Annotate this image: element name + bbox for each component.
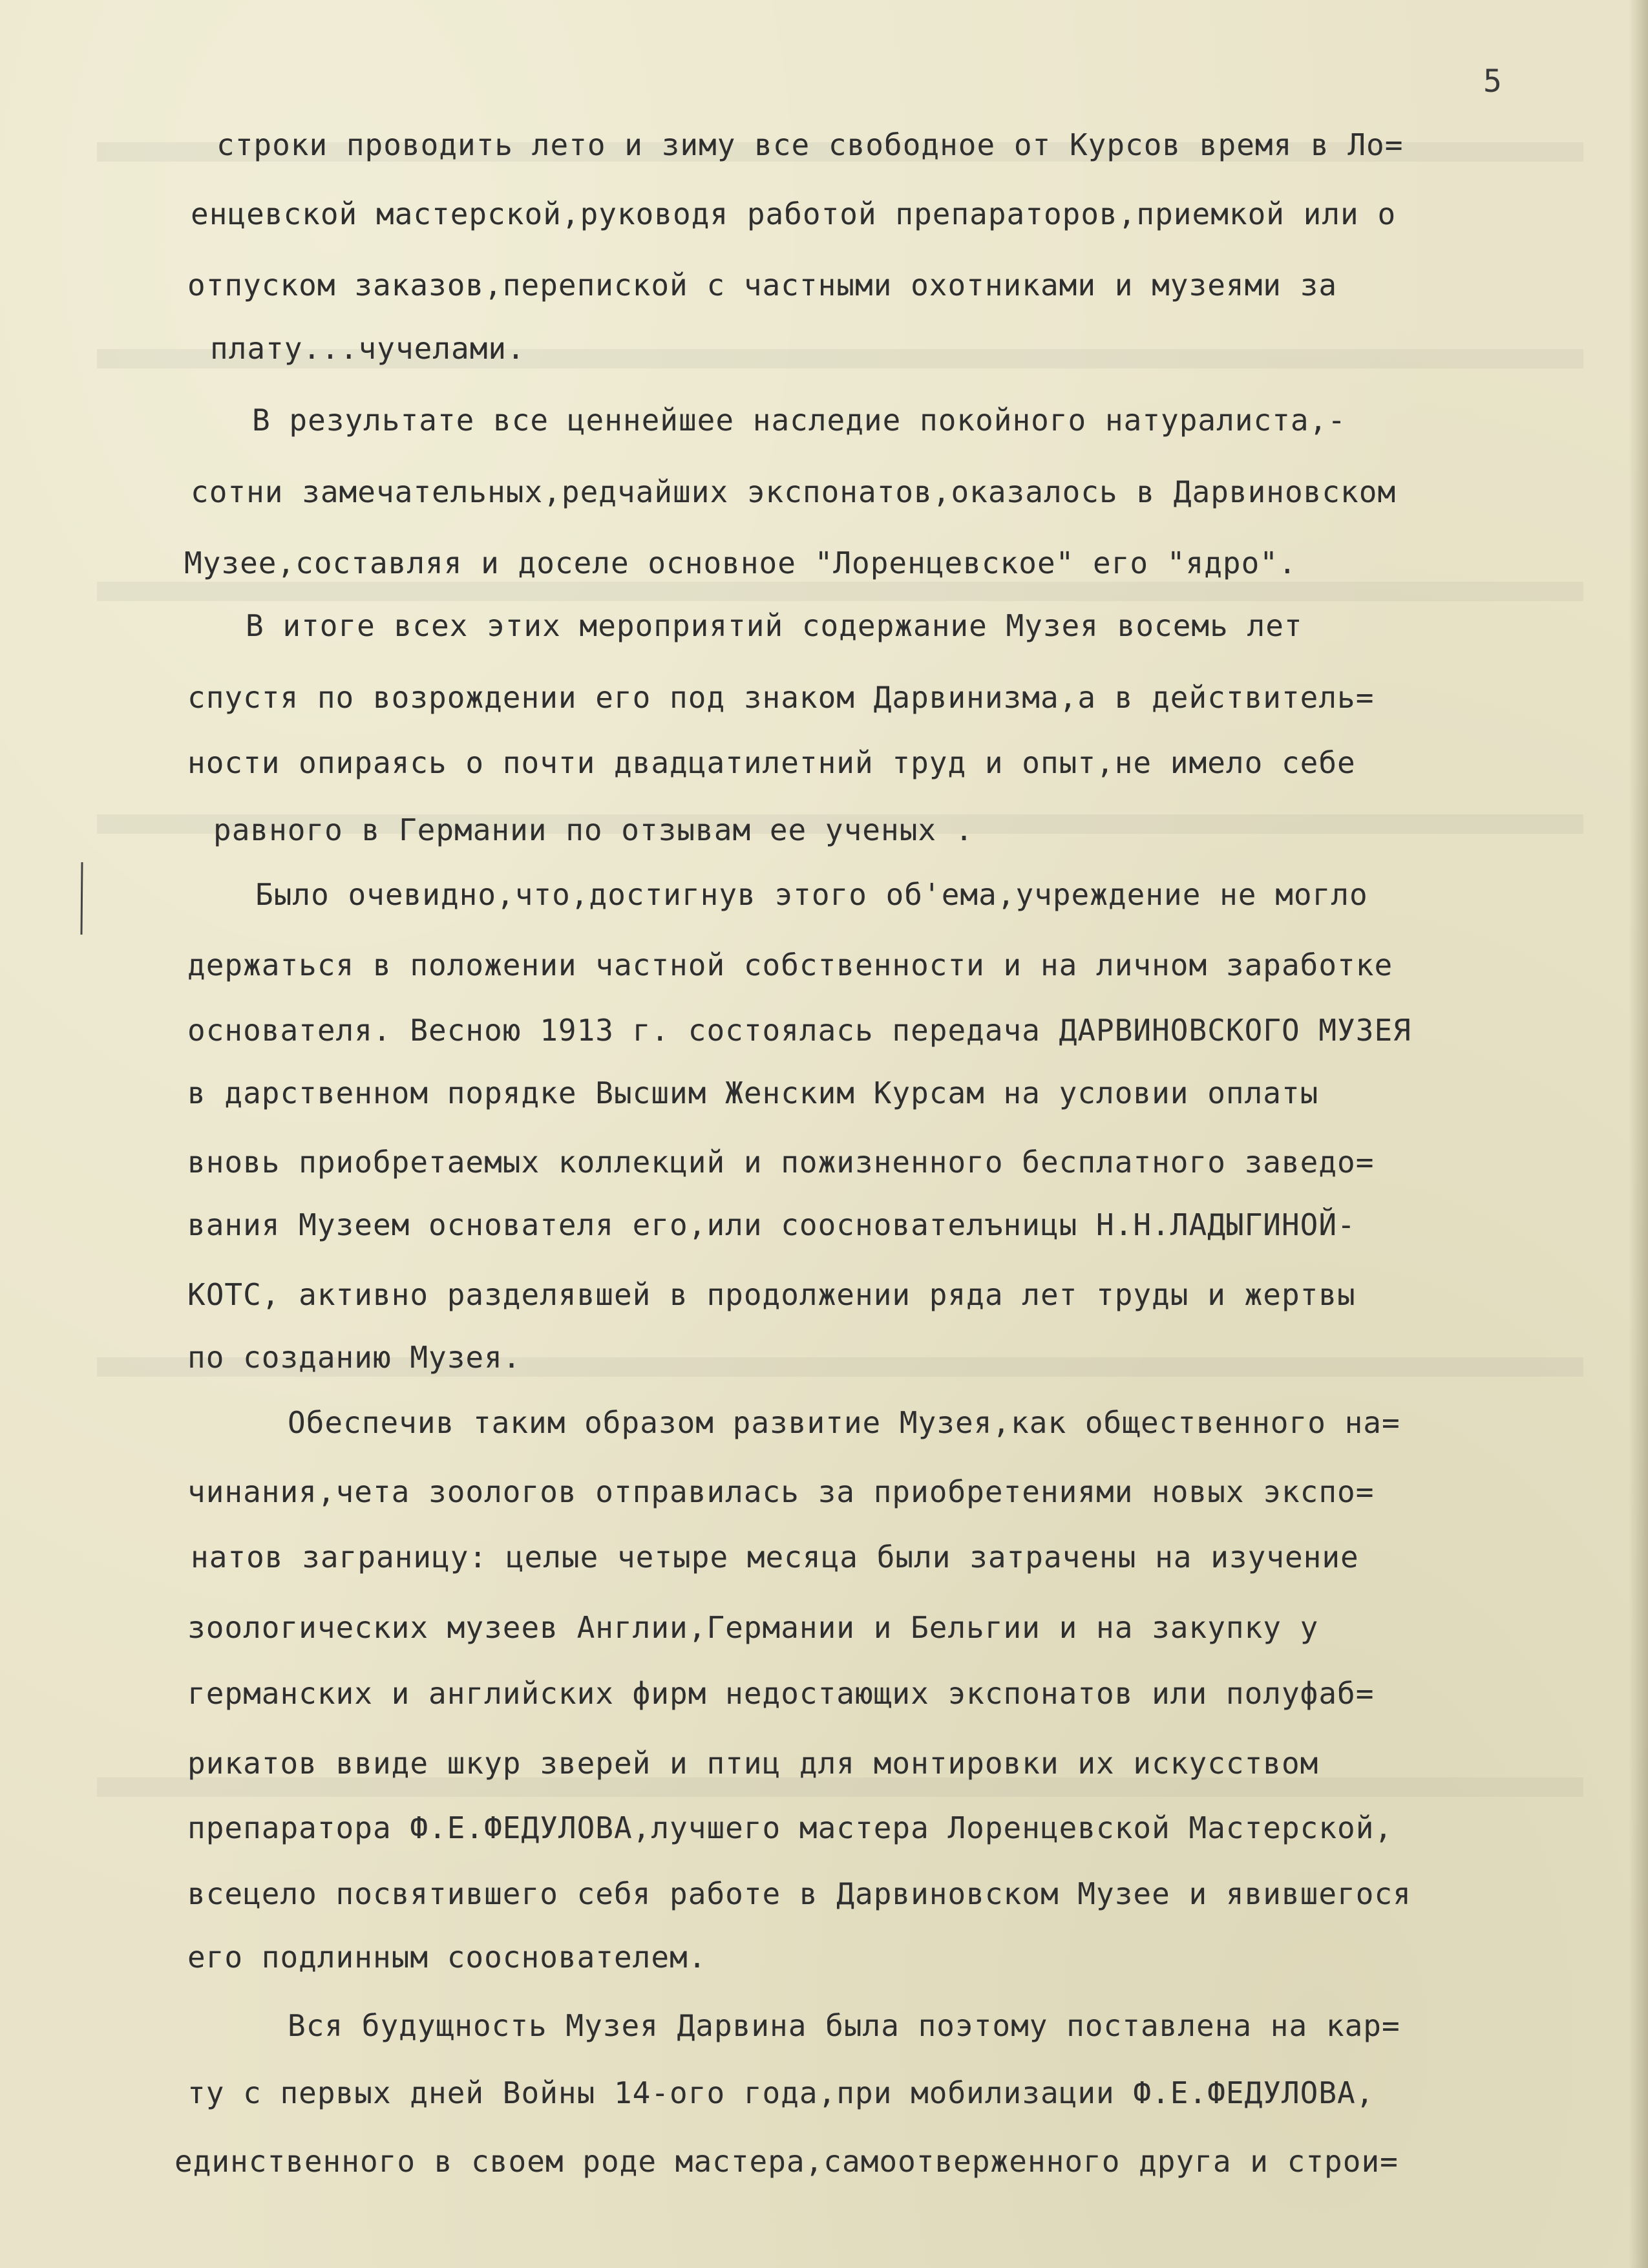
text-line: держаться в положении частной собственности и на личном заработке <box>187 948 1393 982</box>
text-line: В итоге всех этих мероприятий содержание Музея восемь лет <box>246 608 1303 643</box>
text-line: КОТС, активно разделявшей в продолжении ряда лет труды и жертвы <box>187 1277 1356 1312</box>
text-line: Вся будущность Музея Дарвина была поэтому поставлена на кар= <box>288 2008 1400 2043</box>
text-line: Обеспечив таким образом развитие Музея,как общественного на= <box>288 1405 1400 1440</box>
text-line: зоологических музеев Англии,Германии и Бельгии и на закупку у <box>187 1610 1319 1645</box>
text-line: чинания,чета зоологов отправилась за приобретениями новых экспо= <box>187 1474 1375 1509</box>
text-line: вания Музеем основателя его,или сооснователъницы Н.Н.ЛАДЫГИНОЙ- <box>187 1207 1356 1242</box>
page-number: 5 <box>1483 63 1502 100</box>
text-line: спустя по возрождении его под знаком Дарвинизма,а в действитель= <box>187 680 1375 715</box>
text-line: равного в Германии по отзывам ее ученых . <box>213 812 974 847</box>
text-line: строки проводить лето и зиму все свободное от Курсов время в Ло= <box>217 127 1404 162</box>
text-line: его подлинным сооснователем. <box>187 1940 707 1975</box>
text-line: Музее,составляя и доселе основное "Лоренцевское" его "ядро". <box>184 546 1297 580</box>
text-line: единственного в своем роде мастера,самоотверженного друга и строи= <box>174 2144 1399 2179</box>
text-line: по созданию Музея. <box>187 1340 522 1375</box>
text-line: сотни замечательных,редчайших экспонатов,оказалось в Дарвиновском <box>191 474 1397 509</box>
text-line: в дарственном порядке Высшим Женским Курсам на условии оплаты <box>187 1076 1319 1110</box>
text-line: германских и английских фирм недостающих экспонатов или полуфаб= <box>187 1676 1375 1711</box>
text-line: Было очевидно,что,достигнув этого об'ема,учреждение не могло <box>255 877 1368 912</box>
text-line: ту с первых дней Войны 14-ого года,при мобилизации Ф.Е.ФЕДУЛОВА, <box>187 2075 1375 2110</box>
text-line: натов заграницу: целые четыре месяца были затрачены на изучение <box>191 1540 1359 1574</box>
text-line: вновь приобретаемых коллекций и пожизненного бесплатного заведо= <box>187 1145 1375 1180</box>
text-line: препаратора Ф.Е.ФЕДУЛОВА,лучшего мастера Лоренцевской Мастерской, <box>187 1810 1393 1845</box>
text-line: плату...чучелами. <box>210 331 525 366</box>
text-line: В результате все ценнейшее наследие покойного натуралиста,- <box>252 403 1346 438</box>
text-line: ности опираясь о почти двадцатилетний труд и опыт,не имело себе <box>187 745 1356 780</box>
text-line: рикатов ввиде шкур зверей и птиц для монтировки их искусством <box>187 1746 1319 1781</box>
text-line: всецело посвятившего себя работе в Дарвиновском Музее и явившегося <box>187 1876 1411 1911</box>
text-line: енцевской мастерской,руководя работой препараторов,приемкой или о <box>191 196 1397 231</box>
text-line: отпуском заказов,перепиской с частными охотниками и музеями за <box>187 268 1338 302</box>
text-line: основателя. Весною 1913 г. состоялась передача ДАРВИНОВСКОГО МУЗЕЯ <box>187 1013 1411 1048</box>
